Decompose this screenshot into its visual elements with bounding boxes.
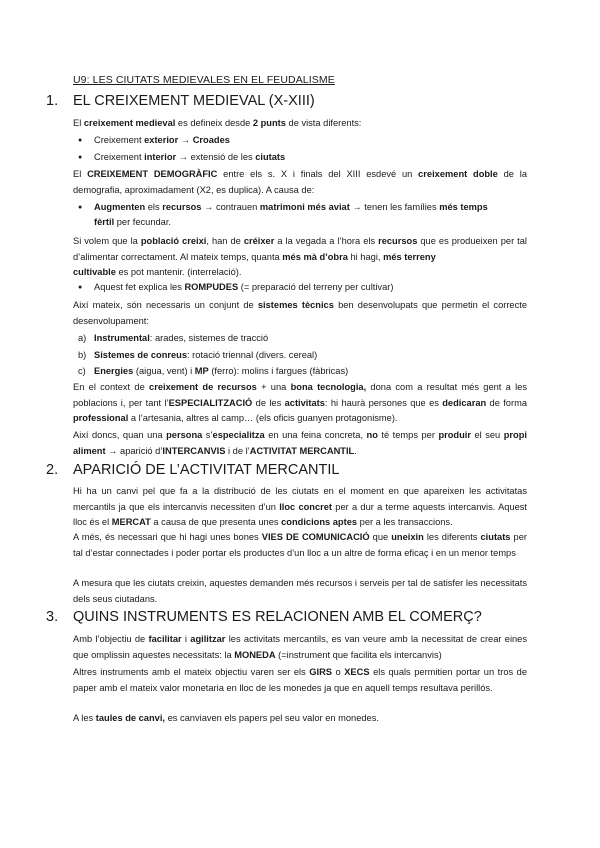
paragraph-taules: A les taules de canvi, es canviaven els papers pel seu valor en monedes. (73, 713, 379, 723)
paragraph-mercat: Hi ha un canvi pel que fa a la distribució de les ciutats en el moment en que apareixen les activitatas mercantils ja que els intercanvis necessiten d’un lloc concret per a dur a terme aquests intercanvis. Aquest lloc és el MERCAT a causa de que presenta unes condicions aptes per a les transaccions. (73, 486, 528, 527)
bullet-icon: ● (78, 284, 83, 291)
paragraph-context: En el context de creixement de recursos + una bona tecnologia, dona com a resultat més gent a les poblacions i, per tant l’ESPECIALITZACIÓ de les activitats: hi haurà persones que es dedicaran de forma professional a l’artesania, altres al camp… (els oficis guanyen protagonisme). (73, 382, 527, 423)
list-item-continuation: fèrtil per fecundar. (94, 217, 172, 227)
section-number: 1. (46, 93, 59, 109)
paragraph-mesura: A mesura que les ciutats creixin, aquestes demanden més recursos i serveis per tal de satisfer les necessitats dels seus ciutadans. (73, 578, 527, 604)
list-item: ● Creixement exterior → Croades (78, 133, 527, 149)
list-item: a) Instrumental: arades, sistemes de tracció (78, 333, 269, 343)
section-number: 2. (46, 462, 59, 478)
section-heading-2 (46, 462, 339, 478)
list-item: ● Aquest fet explica les ROMPUDES (= preparació del terreny per cultivar) (78, 280, 527, 296)
paragraph-vies: A més, és necessari que hi hagi unes bones VIES DE COMUNICACIÓ que uneixin les diferents ciutats per tal d’estar connectades i poder portar els productes d’un lloc a un altre de forma eficaç i en un menor temps (73, 532, 527, 558)
paragraph-sistemes: Així mateix, són necessaris un conjunt de sistemes tècnics ben desenvolupats que permetin el correcte desenvolupament: (73, 300, 528, 326)
section-title: QUINS INSTRUMENTS ES RELACIONEN AMB EL COMERÇ? (73, 609, 482, 625)
paragraph-moneda: Amb l’objectiu de facilitar i agilitzar les activitats mercantils, es van veure amb la necessitat de crear eines que omplissin aquestes necessitats: la MONEDA (=instrument que facilita els intercanvis) (73, 634, 527, 660)
list-item: c) Energies (aigua, vent) i MP (ferro): molins i fargues (fàbricas) (78, 366, 349, 376)
paragraph-persona: Així doncs, quan una persona s’especialitza en una feina concreta, no té temps per produir el seu propi aliment → aparició d’INTERCANVIS i de l’ACTIVITAT MERCANTIL. (73, 430, 527, 456)
section-heading-3 (46, 609, 482, 625)
section-heading-1 (46, 93, 315, 109)
bullet-icon: ● (78, 154, 83, 161)
paragraph-demografic: El CREIXEMENT DEMOGRÀFIC entre els s. X i finals del XIII esdevé un creixement doble de la demografia, aproximadament (X2, es duplica). A causa de: (73, 169, 527, 195)
paragraph-intro: El creixement medieval es defineix desde 2 punts de vista diferents: (73, 118, 362, 128)
paragraph-poblacio-end: cultivable es pot mantenir. (interrelació). (73, 267, 242, 277)
section-title: APARICIÓ DE L’ACTIVITAT MERCANTIL (73, 462, 340, 478)
list-item: ● Creixement interior → extensió de les ciutats (78, 150, 527, 166)
paragraph-poblacio: Si volem que la població creixi, han de créixer a la vegada a l’hora els recursos que es produeixen per tal d’alimentar correctament. Al mateix temps, quanta més mà d’obra hi hagi, més terreny (73, 236, 527, 262)
bullet-icon: ● (78, 137, 83, 144)
unit-title: U9: LES CIUTATS MEDIEVALES EN EL FEUDALISME (73, 74, 335, 86)
list-item: ● Augmenten els recursos → contrauen matrimoni més aviat → tenen les famílies més temps (78, 200, 527, 216)
section-title: EL CREIXEMENT MEDIEVAL (X-XIII) (73, 93, 315, 109)
section-number: 3. (46, 609, 59, 625)
paragraph-girs: Altres instruments amb el mateix objectiu varen ser els GIRS o XECS els quals permitien portar un tros de paper amb el mateix valor monetaria en lloc de les monedes ja que en aquell temps resultava perillós. (73, 667, 527, 693)
bullet-icon: ● (78, 204, 83, 211)
list-item: b) Sistemes de conreus: rotació triennal (divers. cereal) (78, 350, 318, 360)
